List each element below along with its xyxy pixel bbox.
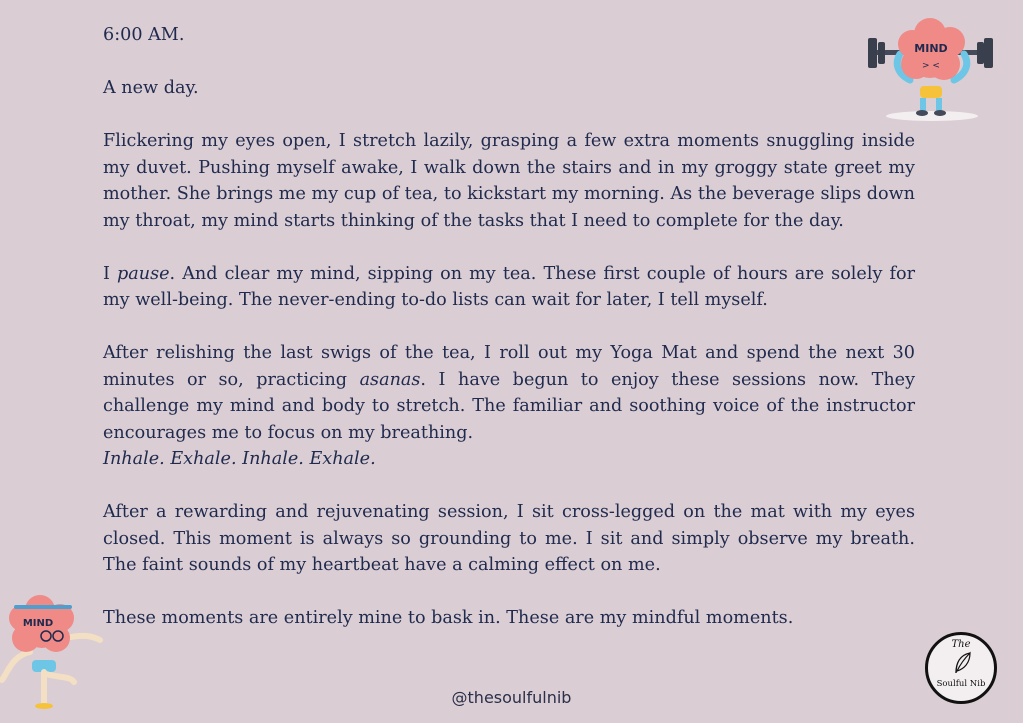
feather-quill-icon xyxy=(952,651,974,677)
paragraph-yoga xyxy=(103,340,915,446)
logo-name: Soulful Nib xyxy=(936,679,986,689)
paragraph-meditation: After a rewarding and rejuvenating session, I sit cross-legged on the mat with my eyes closed. This moment is always so grounding to me. I sit and simply observe my breath. The faint sounds of my heartbeat have a calming effect on me. xyxy=(103,502,915,575)
paragraph-waking: Flickering my eyes open, I stretch lazily, grasping a few extra moments snuggling inside my duvet. Pushing myself awake, I walk down the stairs and in my groggy state greet my mother. She brings me my cup of tea, to kickstart my morning. As the beverage slips down my throat, my mind starts thinking of the tasks that I need to complete for the day. xyxy=(103,131,915,231)
new-day-line: A new day. xyxy=(103,78,199,98)
brain-label-yoga: MIND xyxy=(22,618,54,629)
logo-the: The xyxy=(951,639,971,650)
pause-lead: I xyxy=(103,263,118,284)
pause-rest: . And clear my mind, sipping on my tea. These first couple of hours are solely for my well-being. The never-ending to-do lists can wait for later, I tell myself. xyxy=(103,263,915,310)
soulful-nib-logo xyxy=(925,632,997,704)
brain-label: MIND xyxy=(914,42,948,55)
author-handle: @thesoulfulnib xyxy=(451,688,572,707)
paragraph-pause xyxy=(103,261,915,314)
breath-text: Inhale. Exhale. Inhale. Exhale. xyxy=(103,449,376,469)
brain-weightlifter-illustration xyxy=(864,10,996,122)
yoga-lead: After relishing the last swigs of the tea, I roll out my Yoga Mat and spend the next 30 minutes or so, practicing xyxy=(103,343,915,390)
brain-face: > < xyxy=(922,61,940,71)
pause-word: pause xyxy=(117,263,170,284)
yoga-rest: . I have begun to enjoy these sessions now. They challenge my mind and body to stretch. The familiar and soothing voice of the instructor encourages me to focus on my breathing. xyxy=(103,369,916,443)
breath-line xyxy=(103,446,915,473)
closing-line: These moments are entirely mine to bask in. These are my mindful moments. xyxy=(103,608,794,628)
asanas-word: asanas xyxy=(359,369,421,390)
journal-text xyxy=(103,22,915,658)
time-line: 6:00 AM. xyxy=(103,25,185,45)
